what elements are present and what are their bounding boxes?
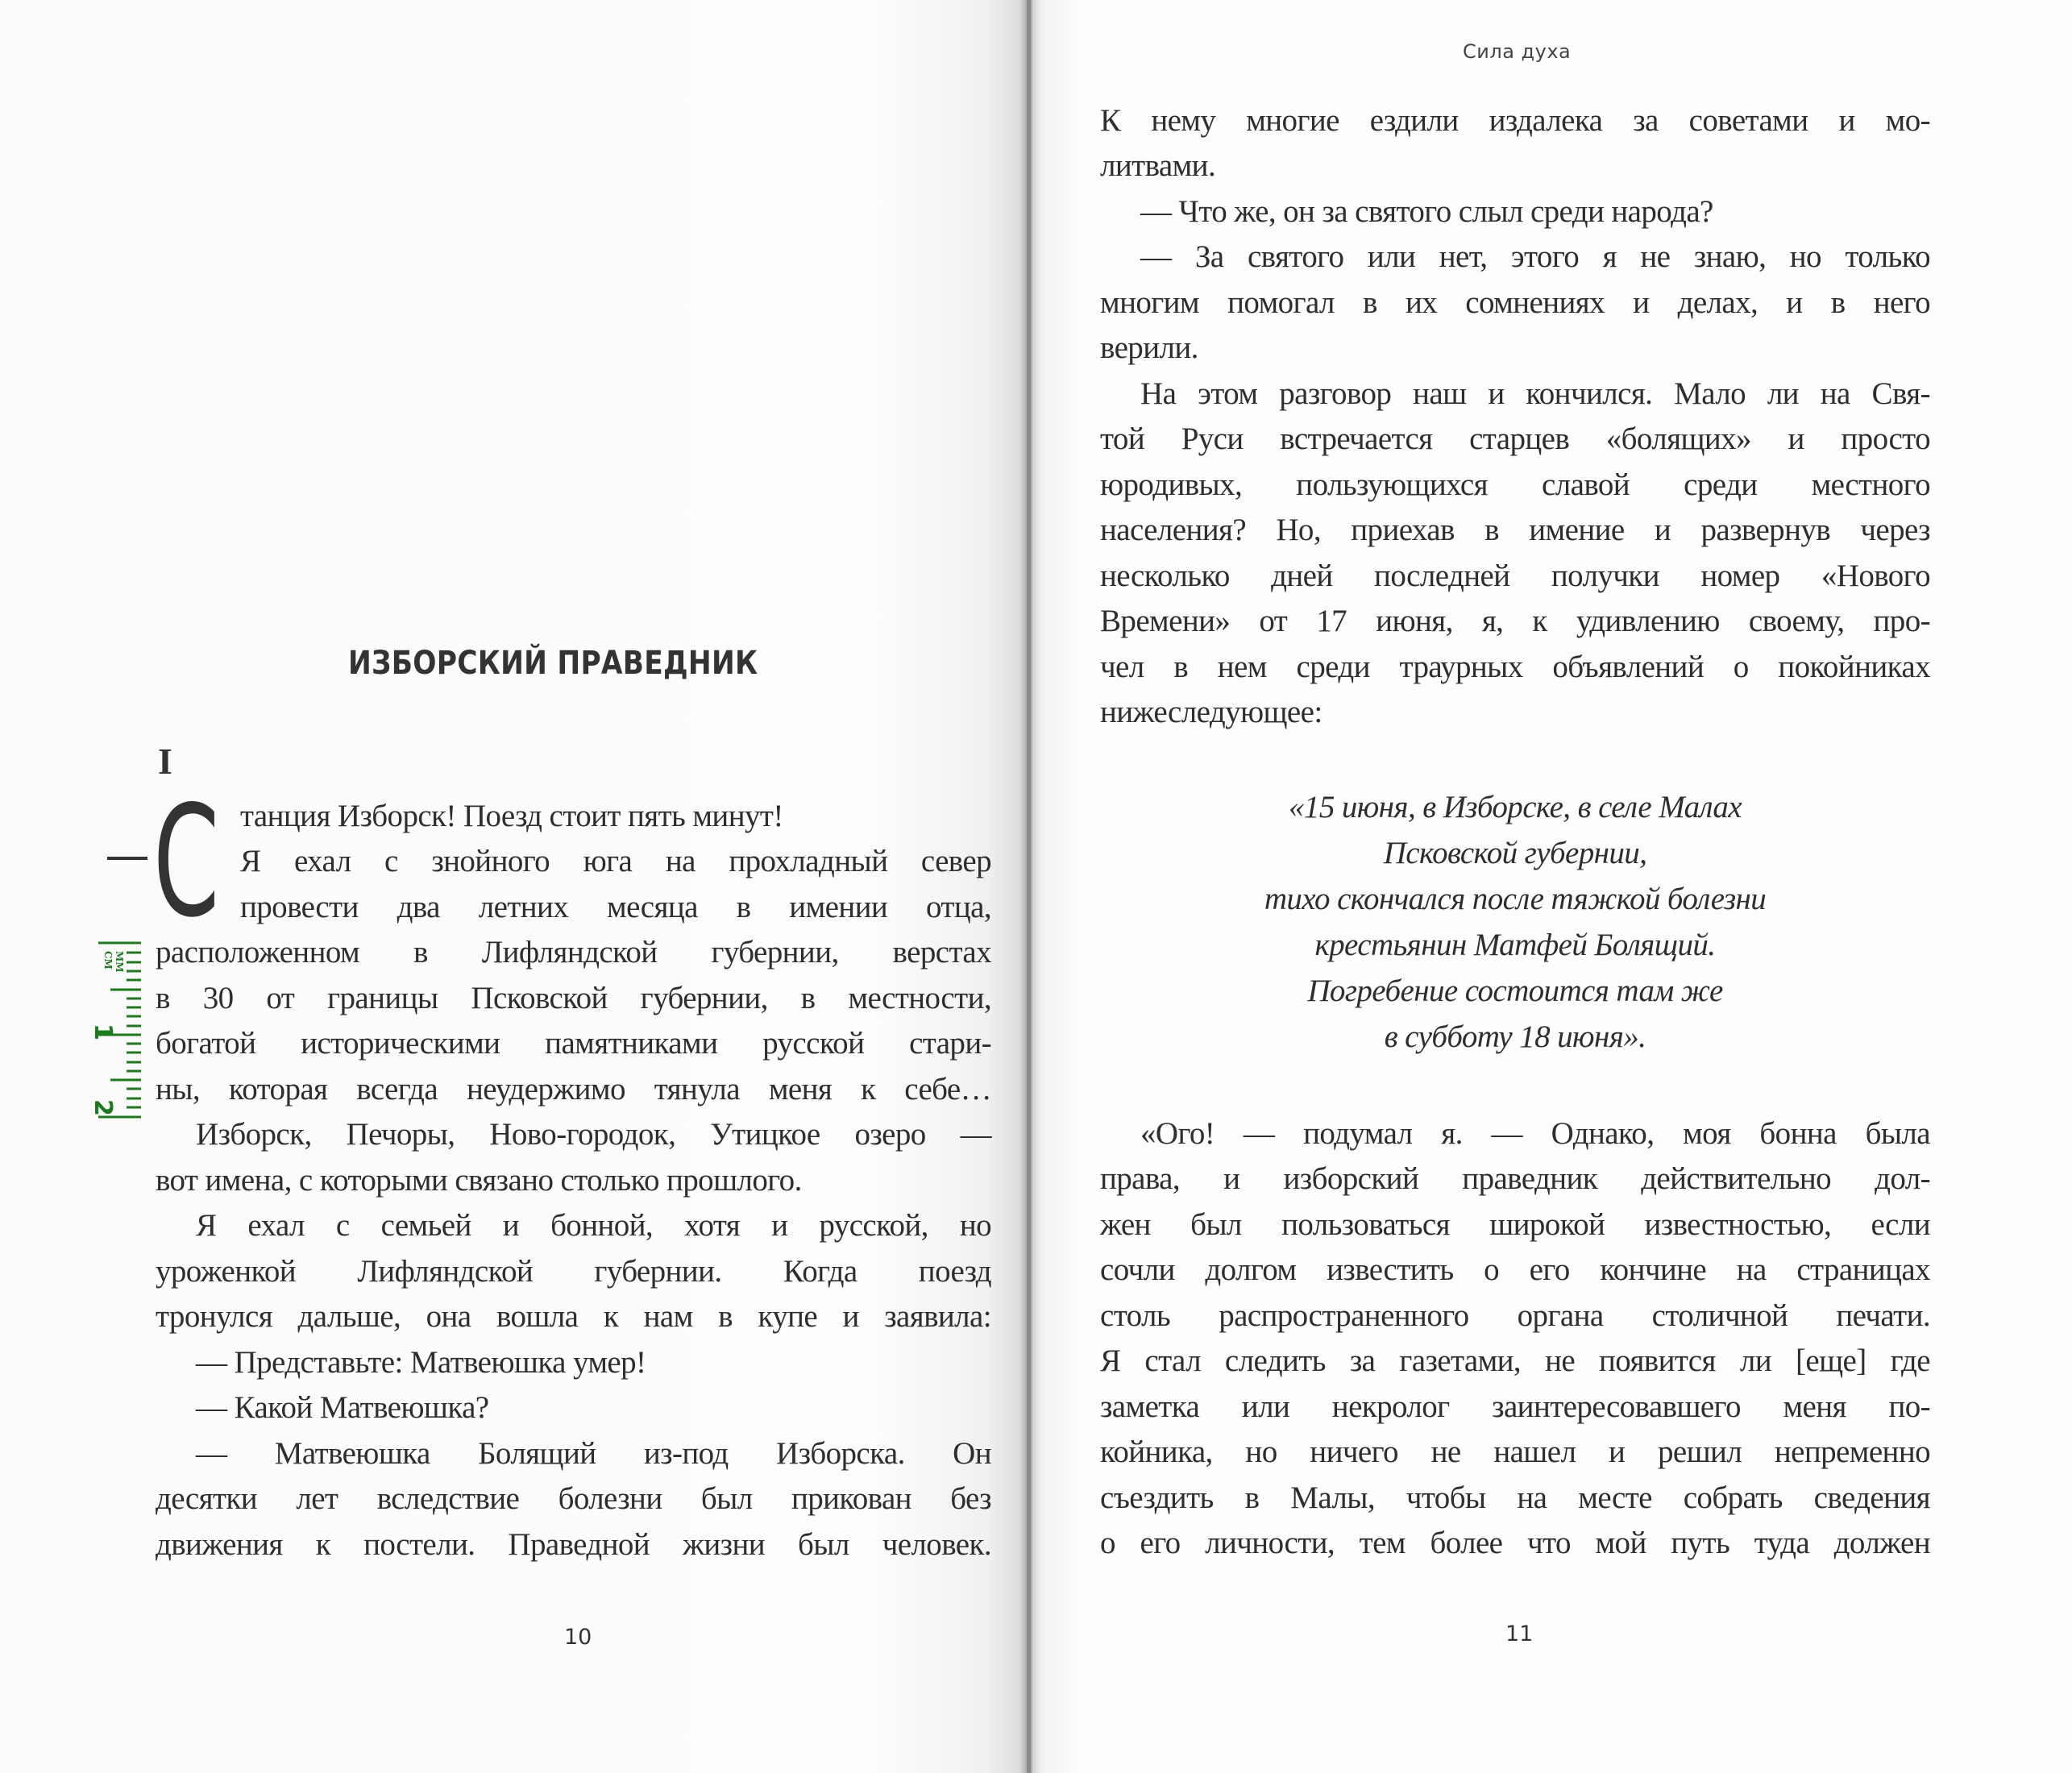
obituary-quote-line: Погребение состоится там же	[1307, 974, 1723, 1008]
text-line: Времени» от 17 июня, я, к удивлению своему, про-	[1100, 604, 1930, 638]
text-line: съездить в Малы, чтобы на месте собрать сведения	[1100, 1480, 1930, 1515]
text-line: вот имена, с которыми связано столько прошлого.	[156, 1163, 802, 1198]
text-line: — Матвеюшка Болящий из-под Изборска. Он	[196, 1436, 991, 1471]
text-line: нижеследующее:	[1100, 695, 1323, 729]
ruler-mark-2: 2	[89, 1099, 117, 1116]
page-number-left: 10	[564, 1625, 592, 1650]
text-line: о его личности, тем более что мой путь туда должен	[1100, 1526, 1930, 1560]
obituary-quote-line: «15 июня, в Изборске, в селе Малах	[1289, 790, 1742, 824]
text-line: К нему многие ездили издалека за советами и мо-	[1100, 103, 1930, 138]
text-line: юродивых, пользующихся славой среди местного	[1100, 467, 1930, 502]
text-line: десятки лет вследствие болезни был прикован без	[156, 1481, 991, 1516]
text-line: чел в нем среди траурных объявлений о покойниках	[1100, 650, 1930, 684]
text-line: Изборск, Печоры, Ново-городок, Утицкое озеро —	[196, 1117, 991, 1152]
chapter-title: ИЗБОРСКИЙ ПРАВЕДНИК	[348, 645, 758, 682]
obituary-quote-line: крестьянин Матфей Болящий.	[1314, 928, 1716, 962]
text-line: Я ехал с знойного юга на прохладный север	[240, 844, 991, 878]
text-line: ны, которая всегда неудержимо тянула меня к себе…	[156, 1072, 991, 1107]
text-line: верили.	[1100, 330, 1198, 365]
text-line: — За святого или нет, этого я не знаю, но только	[1140, 239, 1930, 274]
text-line: — Что же, он за святого слыл среди народа?	[1140, 194, 1713, 229]
text-line: уроженкой Лифляндской губернии. Когда поезд	[156, 1254, 991, 1289]
dialogue-dash	[107, 857, 147, 860]
page-number-right: 11	[1505, 1621, 1534, 1646]
text-line: сочли долгом известить о его кончине на страницах	[1100, 1252, 1930, 1287]
ruler-unit-cm: CM	[102, 951, 114, 970]
text-line: провести два летних месяца в имении отца,	[240, 890, 991, 924]
text-line: в 30 от границы Псковской губернии, в местности,	[156, 981, 991, 1015]
book-gutter	[1027, 0, 1031, 1773]
text-line: населения? Но, приехав в имение и развернув через	[1100, 513, 1930, 547]
text-line: несколько дней последней получки номер «Нового	[1100, 558, 1930, 593]
text-line: столь распространенного органа столичной печати.	[1100, 1298, 1930, 1333]
text-line: богатой историческими памятниками русской стари-	[156, 1026, 991, 1061]
measurement-ruler	[81, 933, 141, 1123]
ruler-mark-1: 1	[89, 1024, 117, 1040]
text-line: заметка или некролог заинтересовавшего меня по-	[1100, 1389, 1930, 1424]
text-line: движения к постели. Праведной жизни был человек.	[156, 1527, 991, 1562]
text-line: койника, но ничего не нашел и решил непременно	[1100, 1435, 1930, 1469]
drop-cap: С	[153, 773, 220, 951]
ruler-unit-mm: MM	[114, 951, 125, 973]
text-line: жен был пользоваться широкой известностью, если	[1100, 1207, 1930, 1242]
text-line: той Руси встречается старцев «болящих» и просто	[1100, 421, 1930, 456]
obituary-quote-line: в субботу 18 июня».	[1384, 1019, 1646, 1054]
text-line: литвами.	[1100, 148, 1216, 183]
text-line: «Ого! — подумал я. — Однако, моя бонна была	[1140, 1116, 1930, 1151]
text-line: танция Изборск! Поезд стоит пять минут!	[240, 799, 783, 833]
text-line: На этом разговор наш и кончился. Мало ли на Свя-	[1140, 376, 1930, 411]
text-line: тронулся дальше, она вошла к нам в купе и заявила:	[156, 1299, 991, 1334]
text-line: расположенном в Лифляндской губернии, верстах	[156, 935, 991, 970]
text-line: права, и изборский праведник действительно дол-	[1100, 1161, 1930, 1196]
section-number: I	[158, 741, 172, 782]
obituary-quote-line: тихо скончался после тяжкой болезни	[1264, 882, 1767, 916]
text-line: многим помогал в их сомнениях и делах, и в него	[1100, 285, 1930, 320]
text-line: Я стал следить за газетами, не появится ли [еще] где	[1100, 1343, 1930, 1378]
text-line: Я ехал с семьей и бонной, хотя и русской, но	[196, 1208, 991, 1243]
running-head: Сила духа	[1463, 40, 1572, 63]
text-line: — Какой Матвеюшка?	[196, 1390, 489, 1425]
text-line: — Представьте: Матвеюшка умер!	[196, 1345, 646, 1380]
obituary-quote-line: Псковской губернии,	[1383, 836, 1647, 870]
